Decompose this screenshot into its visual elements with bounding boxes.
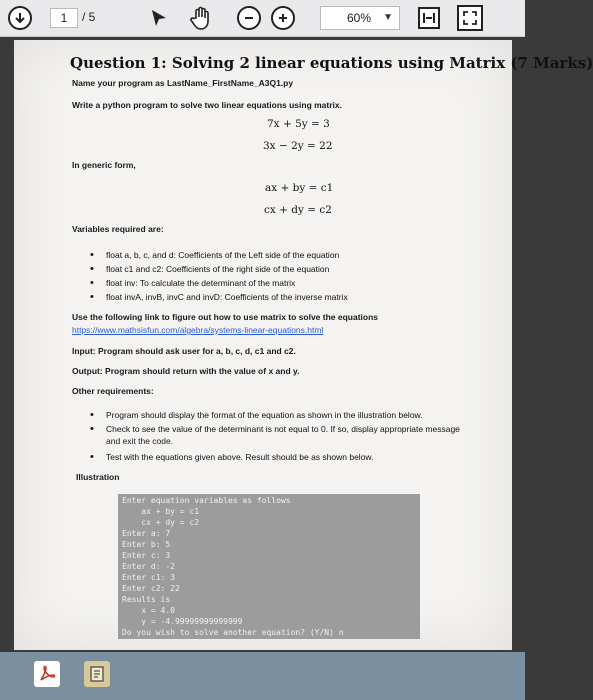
console-line: x = 4.0 <box>122 606 175 615</box>
link-intro: Use the following link to figure out how to use matrix to solve the equations <box>72 312 379 322</box>
console-line: Enter c: 3 <box>122 551 171 560</box>
console-line: Enter equation variables as follows <box>122 496 291 505</box>
taskbar <box>0 652 525 700</box>
pdf-app-icon[interactable] <box>34 661 60 687</box>
zoom-out-icon[interactable] <box>237 6 261 30</box>
requirement-item: • Check to see the value of the determinant is not equal to 0. If so, display appropriate message <box>106 424 460 434</box>
console-line: cx + dy = c2 <box>122 518 200 527</box>
requirement-item: • Test with the equations given above. Result should be as shown below. <box>106 452 373 462</box>
console-line: Enter b: 5 <box>122 540 171 549</box>
equation-2: 3x − 2y = 22 <box>263 140 333 152</box>
generic-equation-1: ax + by = c1 <box>265 182 334 194</box>
variables-label: Variables required are: <box>72 224 164 234</box>
variable-item: • float inv: To calculate the determinant of the matrix <box>106 278 295 288</box>
page-total-label: / 5 <box>82 10 96 24</box>
console-line: Results is <box>122 595 171 604</box>
requirement-continuation: and exit the code. <box>106 436 174 446</box>
console-line: y = -4.99999999999999 <box>122 617 243 626</box>
chevron-down-icon: ▼ <box>383 12 393 23</box>
input-requirement: Input: Program should ask user for a, b, c, d, c1 and c2. <box>72 346 296 356</box>
instruction-line: Write a python program to solve two linear equations using matrix. <box>72 100 342 110</box>
console-line: Enter d: -2 <box>122 562 175 571</box>
console-line: Enter c2: 22 <box>122 584 180 593</box>
page-number-input[interactable]: 1 <box>50 8 78 28</box>
pdf-toolbar <box>0 0 525 37</box>
fit-page-icon[interactable] <box>416 5 442 31</box>
console-line: Enter c1: 3 <box>122 573 175 582</box>
notes-app-icon[interactable] <box>84 661 110 687</box>
console-illustration <box>118 494 420 639</box>
variable-item: • float invA, invB, invC and invD: Coefficients of the inverse matrix <box>106 292 348 302</box>
hand-tool-icon[interactable] <box>188 4 216 32</box>
variable-item: • float c1 and c2: Coefficients of the right side of the equation <box>106 264 329 274</box>
console-line: Enter a: 7 <box>122 529 171 538</box>
page-title: Question 1: Solving 2 linear equations using Matrix (7 Marks) <box>70 54 593 72</box>
zoom-select[interactable] <box>320 6 400 30</box>
generic-form-label: In generic form, <box>72 160 136 170</box>
zoom-in-icon[interactable] <box>271 6 295 30</box>
requirement-item: • Program should display the format of the equation as shown in the illustration below. <box>106 410 423 420</box>
download-icon[interactable] <box>8 6 32 30</box>
pointer-cursor-icon[interactable] <box>148 7 170 29</box>
output-requirement: Output: Program should return with the value of x and y. <box>72 366 300 376</box>
zoom-value: 60% <box>347 11 372 25</box>
program-name-line: Name your program as LastName_FirstName_A3Q1.py <box>72 78 294 88</box>
illustration-label: Illustration <box>76 472 120 482</box>
pdf-page <box>14 40 593 650</box>
variable-item: • float a, b, c, and d: Coefficients of the Left side of the equation <box>106 250 339 260</box>
equation-1: 7x + 5y = 3 <box>267 118 330 130</box>
console-line: Do you wish to solve another equation? (Y/N) n <box>122 628 344 637</box>
console-line: ax + by = c1 <box>122 507 200 516</box>
generic-equation-2: cx + dy = c2 <box>264 204 332 216</box>
fullscreen-icon[interactable] <box>457 5 483 31</box>
mathsisfun-link[interactable]: https://www.mathsisfun.com/algebra/systems-linear-equations.html <box>72 325 324 335</box>
other-requirements-label: Other requirements: <box>72 386 154 396</box>
